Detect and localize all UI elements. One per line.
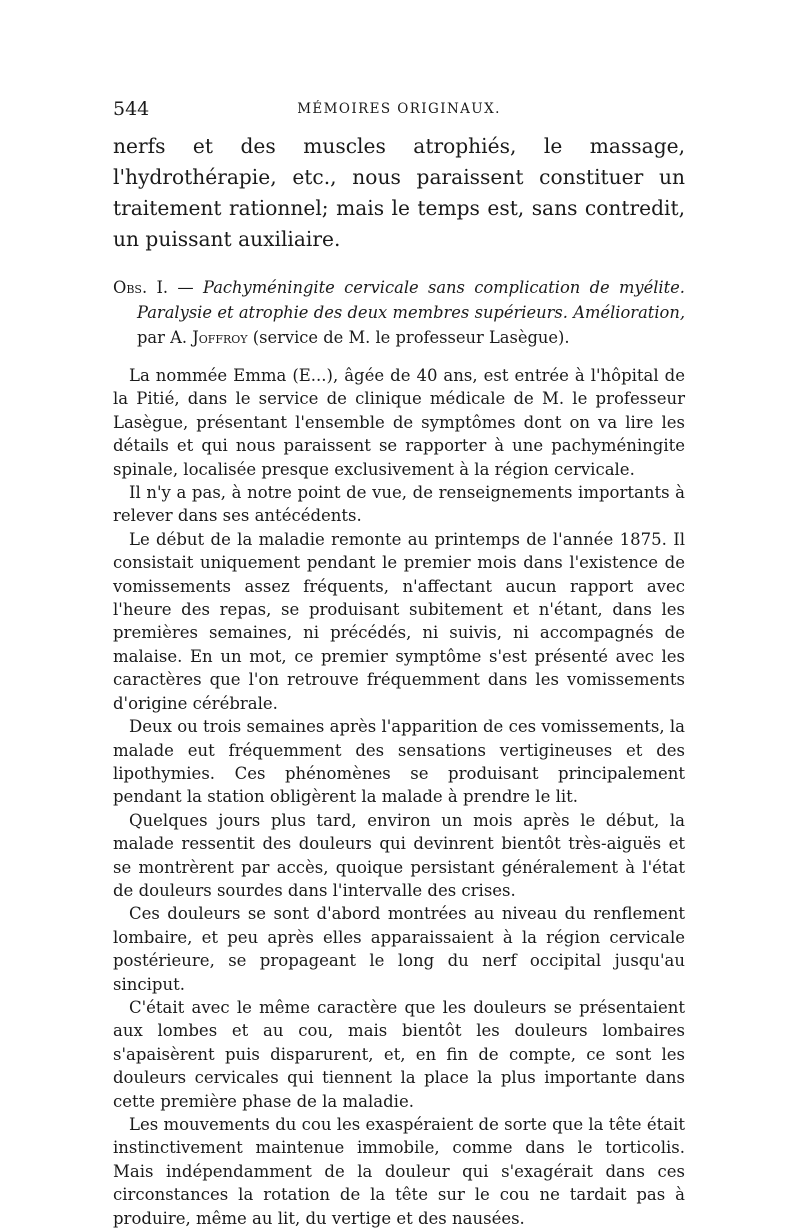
observation-dash: — [168, 278, 203, 297]
intro-paragraph: nerfs et des muscles atrophiés, le massage, l'hydrothérapie, etc., nous paraissent constituer un traitement rationnel; mais le temps est, sans contredit, un puissant auxiliaire. [113, 134, 685, 251]
paragraph-patient: La nommée Emma (E...), âgée de 40 ans, est entrée à l'hôpital de la Pitié, dans le service de clinique médicale de M. le professeur Lasègue, présentant l'ensemble de symptômes dont on va lire les détails et qui nous paraissent se rapporter à une pachyméningite spinale, localisée presque exclusivement à la région cervicale. [113, 366, 685, 479]
paragraph-pain-evolution: C'était avec le même caractère que les douleurs se présentaient aux lombes et au cou, mais bientôt les douleurs lombaires s'apaisèrent puis disparurent, et, en fin de compte, ce sont les douleurs cervicales qui tiennent la place la plus importante dans cette première phase de la maladie. [113, 997, 685, 1111]
observation-title: Pachyméningite cervicale sans complication de myélite. Paralysie et atrophie des deux membres supérieurs. Amélioration, [137, 278, 685, 322]
paragraph-neck-movements: Les mouvements du cou les exaspéraient de sorte que la tête était instinctivement maintenue immobile, comme dans le torticolis. Mais indépendamment de la douleur qui s'exagérait dans ces circonstances la rotation de la tête sur le cou ne tardait pas à produire, même au lit, du vertige et des nausées. [113, 1115, 685, 1228]
observation-author: A. Joffroy [170, 328, 248, 347]
running-title: MÉMOIRES ORIGINAUX. [297, 101, 501, 117]
body-text [113, 131, 685, 1230]
paragraph-vertigo: Deux ou trois semaines après l'apparition de ces vomissements, la malade eut fréquemment des sensations vertigineuses et des lipothymies. Ces phénomènes se produisant principalement pendant la station obligèrent la malade à prendre le lit. [113, 717, 685, 807]
observation-label: Obs. I. [113, 278, 169, 297]
paragraph-antecedents: Il n'y a pas, à notre point de vue, de renseignements importants à relever dans ses antécédents. [113, 483, 685, 526]
page-header [113, 98, 685, 122]
paragraph-pain-onset: Quelques jours plus tard, environ un mois après le début, la malade ressentit des douleurs qui devinrent bientôt très-aiguës et se montrèrent par accès, quoique persistant généralement à l'état de douleurs sourdes dans l'intervalle des crises. [113, 810, 685, 900]
paragraph-debut: Le début de la maladie remonte au printemps de l'année 1875. Il consistait uniquement pendant le premier mois dans l'existence de vomissements assez fréquents, n'affectant aucun rapport avec l'heure des repas, se produisant subitement et n'étant, dans les premières semaines, ni précédés, ni suivis, ni accompagnés de malaise. En un mot, ce premier symptôme s'est présenté avec les caractères que l'on retrouve fréquemment dans les vomissements d'origine cérébrale. [113, 529, 685, 713]
observation-by: par [137, 328, 171, 347]
observation-service: (service de M. le professeur Lasègue). [247, 328, 570, 347]
observation-heading [113, 275, 685, 350]
paragraph-pain-location: Ces douleurs se sont d'abord montrées au niveau du renflement lombaire, et peu après elles apparaissaient à la région cervicale postérieure, se propageant le long du nerf occipital jusqu'au sinciput. [113, 904, 685, 994]
page-number: 544 [113, 98, 150, 120]
